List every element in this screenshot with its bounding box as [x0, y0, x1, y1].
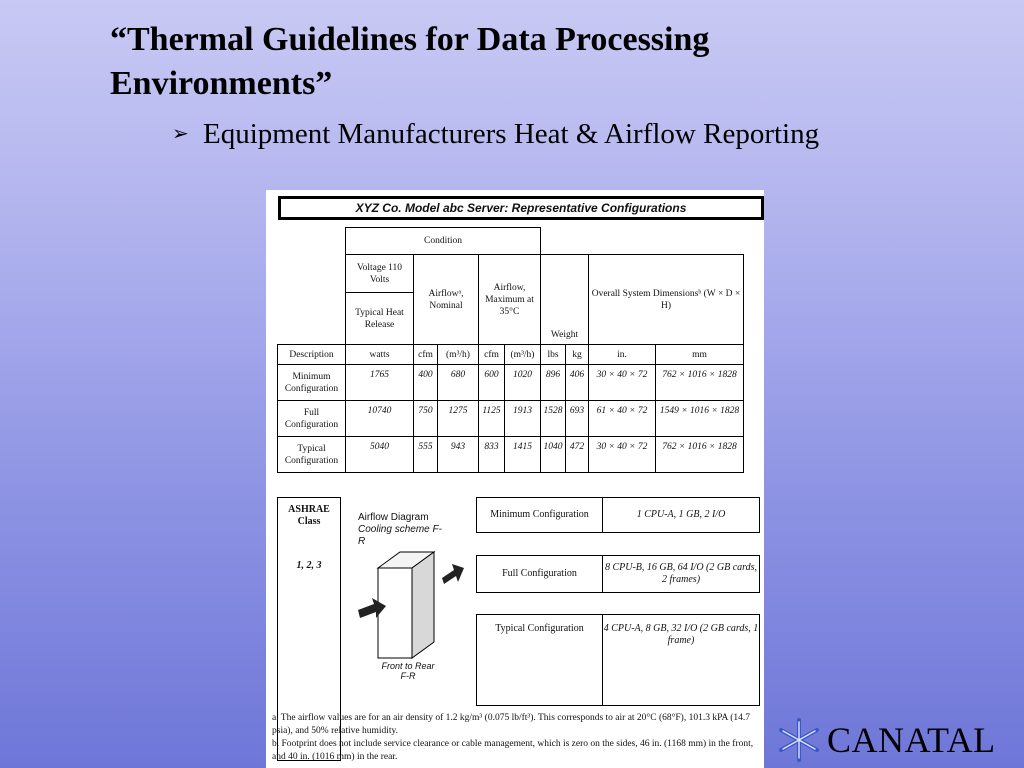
unit-cell: (m³/h): [505, 345, 541, 365]
table-row: [278, 437, 744, 473]
table-cell: 5040: [346, 437, 414, 473]
table-cell: 943: [438, 437, 479, 473]
scanned-document: [266, 190, 764, 768]
configuration-table: [277, 227, 744, 473]
config-label: Typical Configuration: [477, 615, 603, 705]
config-value: 1 CPU-A, 1 GB, 2 I/O: [636, 509, 726, 520]
config-row-typical: [476, 614, 760, 706]
unit-cell: in.: [589, 345, 656, 365]
unit-cell: watts: [346, 345, 414, 365]
logo-name: CANATAL: [827, 720, 996, 760]
table-row: [278, 401, 744, 437]
config-value: 4 CPU-A, 8 GB, 32 I/O (2 GB cards, 1 frame): [603, 623, 759, 646]
table-cell: 30 × 40 × 72: [589, 437, 656, 473]
airflow-max-header: Airflow, Maximum at 35°C: [479, 255, 541, 345]
slide-title: “Thermal Guidelines for Data Processing Environments”: [110, 21, 710, 102]
row-description: Typical Configuration: [278, 437, 346, 473]
table-cell: 10740: [346, 401, 414, 437]
table-cell: 30 × 40 × 72: [589, 365, 656, 401]
table-cell: 750: [414, 401, 438, 437]
config-value: 8 CPU-B, 16 GB, 64 I/O (2 GB cards, 2 frames): [604, 562, 758, 585]
table-cell: 1040: [541, 437, 566, 473]
unit-cell: (m³/h): [438, 345, 479, 365]
airflow-diagram-icon: [356, 546, 466, 661]
table-cell: 555: [414, 437, 438, 473]
table-cell: 762 × 1016 × 1828: [656, 365, 744, 401]
table-cell: 1528: [541, 401, 566, 437]
ashrae-class-header: ASHRAE Class: [288, 504, 330, 527]
condition-header: Condition: [346, 228, 541, 255]
heat-release-header: Typical Heat Release: [346, 293, 414, 345]
ashrae-class-value: 1, 2, 3: [296, 560, 322, 571]
document-title: XYZ Co. Model abc Server: Representative Configurations: [278, 196, 764, 220]
diagram-caption-line2: F-R: [400, 671, 416, 681]
airflow-nominal-header: Airflowᵃ, Nominal: [414, 255, 479, 345]
config-row-minimum: [476, 497, 760, 533]
table-cell: 61 × 40 × 72: [589, 401, 656, 437]
row-description: Minimum Configuration: [278, 365, 346, 401]
airflow-diagram-caption: [378, 661, 438, 681]
unit-cell: Description: [278, 345, 346, 365]
config-label: Full Configuration: [477, 556, 603, 592]
bullet-text: Equipment Manufacturers Heat & Airflow Reporting: [203, 118, 820, 150]
table-cell: 472: [566, 437, 589, 473]
table-cell: 400: [414, 365, 438, 401]
diagram-title: Airflow Diagram: [358, 512, 429, 523]
config-label: Minimum Configuration: [477, 498, 603, 532]
voltage-header: Voltage 110 Volts: [346, 255, 414, 293]
table-cell: 1765: [346, 365, 414, 401]
table-cell: 762 × 1016 × 1828: [656, 437, 744, 473]
diagram-caption-line1: Front to Rear: [381, 661, 435, 671]
table-cell: 1125: [479, 401, 505, 437]
table-cell: 600: [479, 365, 505, 401]
table-cell: 1549 × 1016 × 1828: [656, 401, 744, 437]
dimensions-header: Overall System Dimensionsᵇ (W × D × H): [589, 255, 744, 345]
table-cell: 406: [566, 365, 589, 401]
footnotes: [272, 712, 760, 764]
config-row-full: [476, 555, 760, 593]
airflow-diagram-title: [358, 512, 448, 548]
row-description: Full Configuration: [278, 401, 346, 437]
table-cell: 833: [479, 437, 505, 473]
weight-header: Weight: [541, 255, 589, 345]
table-cell: 693: [566, 401, 589, 437]
table-cell: 680: [438, 365, 479, 401]
bullet-arrow-icon: ➢: [172, 123, 189, 145]
unit-cell: cfm: [479, 345, 505, 365]
footnote-a: a. The airflow values are for an air density of 1.2 kg/m³ (0.075 lb/ft³). This corresponds to air at 20°C (68°F), 101.3 kPA (14.7 psia), and 50% relative humidity.: [272, 713, 751, 736]
table-cell: 1913: [505, 401, 541, 437]
table-cell: 1415: [505, 437, 541, 473]
snowflake-star-icon: [775, 716, 823, 764]
unit-cell: lbs: [541, 345, 566, 365]
diagram-subtitle: Cooling scheme F-R: [358, 524, 442, 547]
unit-cell: kg: [566, 345, 589, 365]
bullet-item: [172, 114, 822, 154]
table-cell: 1020: [505, 365, 541, 401]
table-cell: 896: [541, 365, 566, 401]
table-row: [278, 365, 744, 401]
canatal-logo: [775, 712, 996, 768]
unit-cell: mm: [656, 345, 744, 365]
footnote-b: b. Footprint does not include service clearance or cable management, which is zero on the sides, 46 in. (1168 mm) in the front, and 40 in. (1016 mm) in the rear.: [272, 739, 754, 762]
table-cell: 1275: [438, 401, 479, 437]
unit-cell: cfm: [414, 345, 438, 365]
units-row: [278, 345, 744, 365]
